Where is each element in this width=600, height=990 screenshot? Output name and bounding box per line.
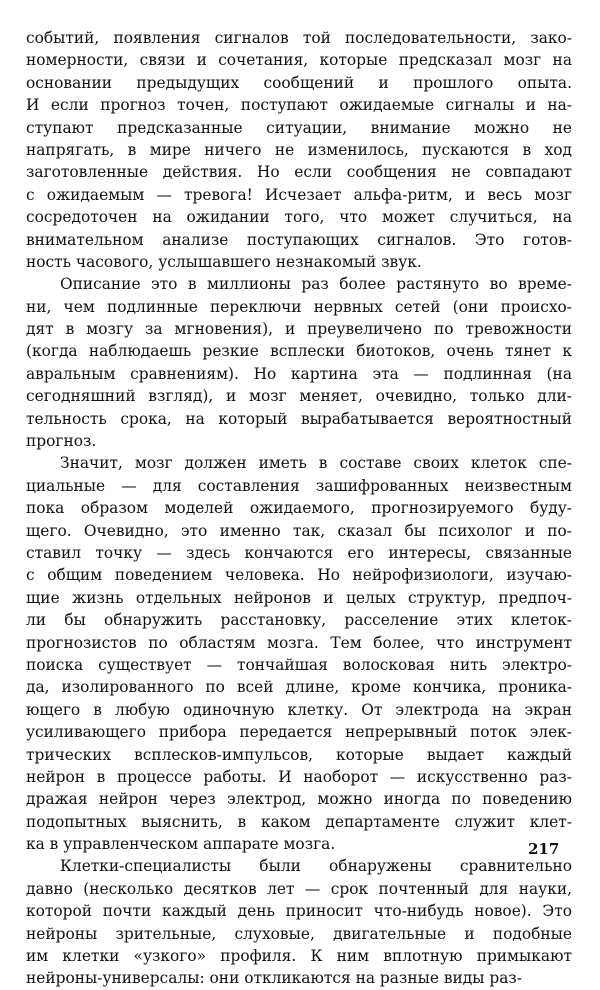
text-line: нейрон в процессе работы. И наоборот — искусственно раз- xyxy=(26,767,572,786)
text-line: ющего в любую одиночную клетку. От электрода на экран xyxy=(26,700,572,719)
text-line: номерности, связи и сочетания, которые предсказал мозг на xyxy=(26,51,572,70)
text-line: пока образом моделей ожидаемого, прогнозируемого буду- xyxy=(26,499,572,518)
text-line: ли бы обнаружить расстановку, расселение этих клеток- xyxy=(26,611,572,630)
text-line: усиливающего прибора передается непрерывный поток элек- xyxy=(26,723,572,742)
text-line: да, изолированного по всей длине, кроме кончика, проника- xyxy=(26,678,572,697)
text-line: сосредоточен на ожидании того, что может случиться, на xyxy=(26,208,572,227)
text-line: им клетки «узкого» профиля. К ним вплотную примыкают xyxy=(26,947,572,966)
text-line: нейроны зрительные, слуховые, двигательные и подобные xyxy=(26,924,572,943)
text-line: ка в управленческом аппарате мозга. xyxy=(26,835,336,854)
text-line: Клетки-специалисты были обнаружены сравнительно xyxy=(60,857,572,876)
text-line: тельность срока, на который вырабатывается вероятностный xyxy=(26,409,572,428)
page-number: 217 xyxy=(528,840,560,858)
text-line: прогноз. xyxy=(26,432,97,451)
text-line: подопытных выяснить, в каком департаменте служит клет- xyxy=(26,812,572,831)
text-line: заготовленные действия. Но если сообщения не совпадают xyxy=(26,163,572,182)
paragraph xyxy=(26,27,572,273)
text-line: (когда наблюдаешь резкие всплески биотоков, очень тянет к xyxy=(26,342,572,361)
text-line: авральным сравнениям). Но картина эта — подлинная (на xyxy=(26,364,572,383)
text-line: событий, появления сигналов той последовательности, зако- xyxy=(26,29,572,47)
text-line: которой почти каждый день приносит что-нибудь новое). Это xyxy=(26,902,572,921)
text-line: ступают предсказанные ситуации, внимание можно не xyxy=(26,118,572,137)
text-line: трических всплесков-импульсов, которые выдает каждый xyxy=(26,745,572,764)
text-line: с общим поведением человека. Но нейрофизиологи, изучаю- xyxy=(26,566,572,585)
text-line: щего. Очевидно, это именно так, сказал бы психолог и по- xyxy=(26,521,572,540)
text-line: циальные — для составления зашифрованных неизвестным xyxy=(26,476,572,495)
text-line: нейроны-универсалы: они откликаются на разные виды раз- xyxy=(26,969,523,988)
page-text xyxy=(26,27,572,990)
text-line: И если прогноз точен, поступают ожидаемые сигналы и на- xyxy=(26,96,572,115)
text-line: внимательном анализе поступающих сигналов. Это готов- xyxy=(26,230,572,249)
text-line: дят в мозгу за мгновения), и преувеличено по тревожности xyxy=(26,320,572,339)
paragraph xyxy=(26,273,572,452)
text-line: ность часового, услышавшего незнакомый звук. xyxy=(26,252,422,271)
text-line: прогнозистов по областям мозга. Тем более, что инструмент xyxy=(26,633,572,652)
text-line: с ожидаемым — тревога! Исчезает альфа-ритм, и весь мозг xyxy=(26,185,572,204)
text-line: Значит, мозг должен иметь в составе своих клеток спе- xyxy=(60,454,572,473)
paragraph xyxy=(26,855,572,989)
text-line: ставил точку — здесь кончаются его интересы, связанные xyxy=(26,543,572,562)
text-line: сегодняшний взгляд), и мозг меняет, очевидно, только дли- xyxy=(26,387,572,406)
text-line: Описание это в миллионы раз более растянуто во време- xyxy=(60,275,572,294)
text-line: ни, чем подлинные переключи нервных сетей (они происхо- xyxy=(26,297,572,316)
text-line: напрягать, в мире ничего не изменилось, пускаются в ход xyxy=(26,140,572,159)
text-line: давно (несколько десятков лет — срок почтенный для науки, xyxy=(26,879,572,898)
text-line: щие жизнь отдельных нейронов и целых структур, предпоч- xyxy=(26,588,572,607)
text-line: основании предыдущих сообщений и прошлого опыта. xyxy=(26,73,572,92)
paragraph xyxy=(26,452,572,855)
text-line: поиска существует — тончайшая волосковая нить электро- xyxy=(26,655,572,674)
text-line: дражая нейрон через электрод, можно иногда по поведению xyxy=(26,790,572,809)
